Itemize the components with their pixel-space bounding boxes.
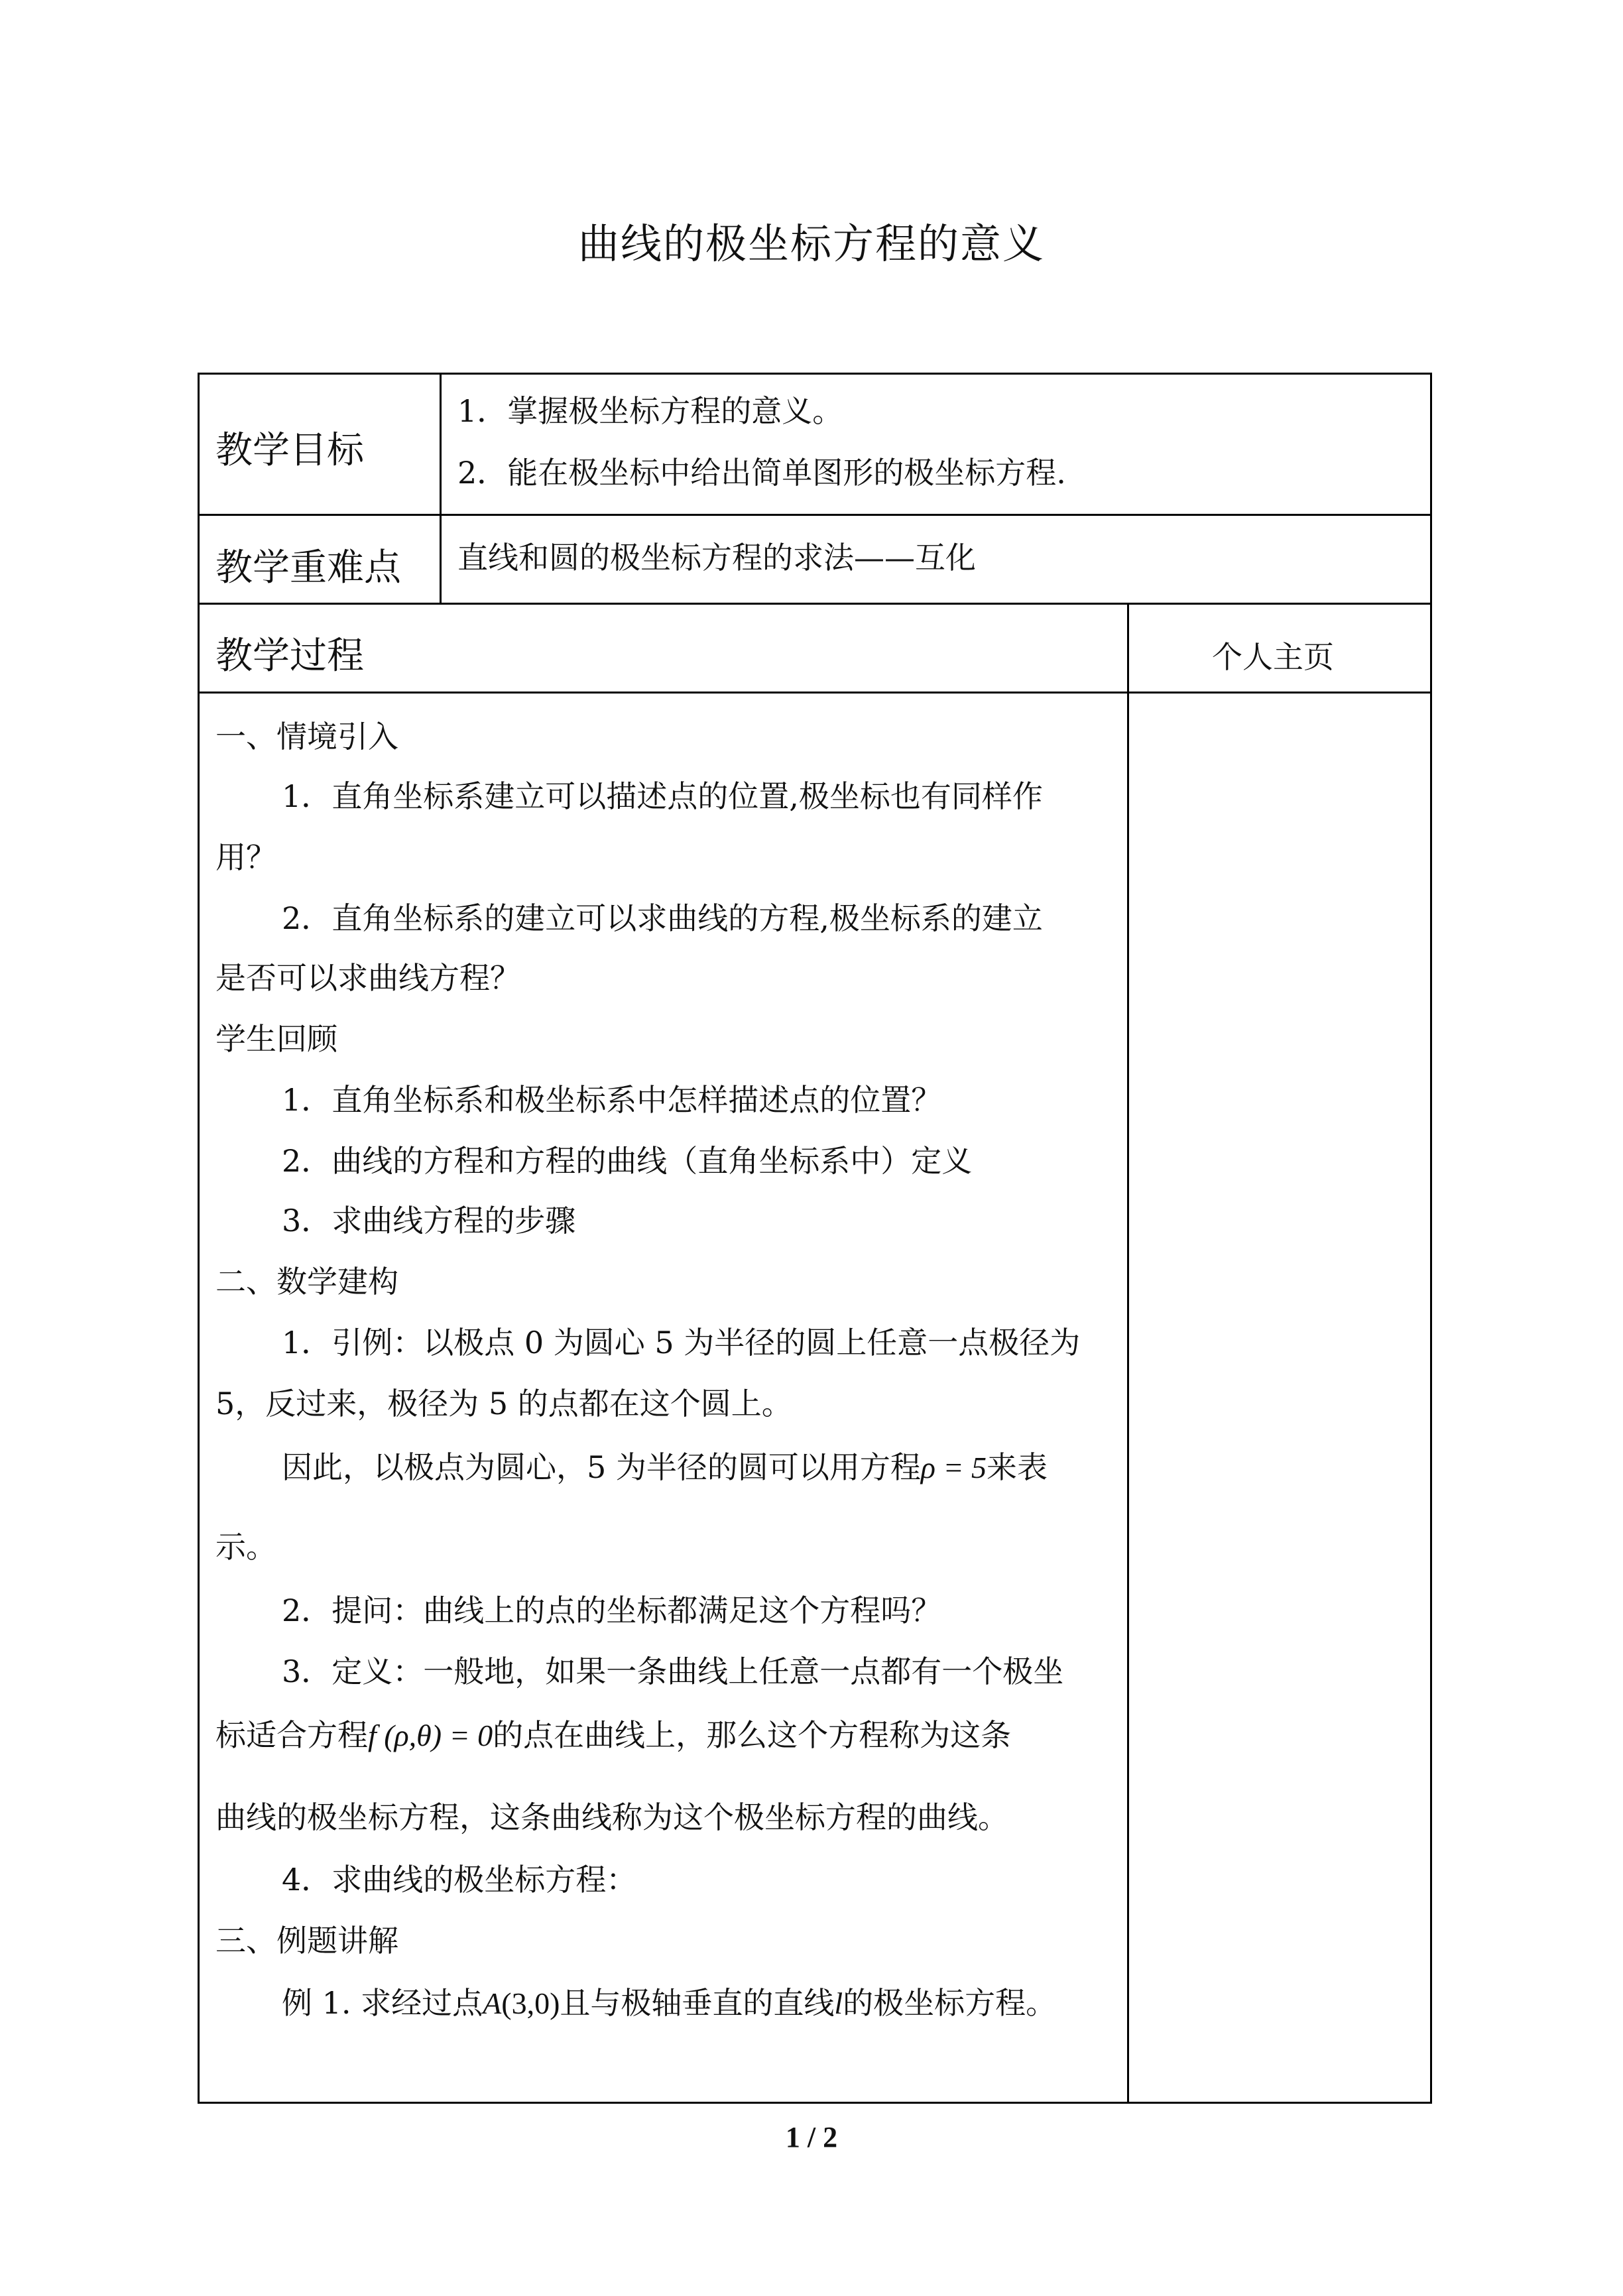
homepage-label: 个人主页 xyxy=(1212,639,1334,675)
difficulty-label: 教学重难点 xyxy=(215,546,401,589)
body-line: 2．曲线的方程和方程的曲线（直角坐标系中）定义 xyxy=(282,1143,973,1179)
page-number: 1 / 2 xyxy=(785,2121,838,2153)
body-line: 是否可以求曲线方程？ xyxy=(215,960,520,996)
body-line: 示。 xyxy=(215,1529,276,1565)
process-label: 教学过程 xyxy=(215,634,364,678)
equation-rho: ρ = 5 xyxy=(920,1451,987,1484)
difficulty-text: 直线和圆的极坐标方程的求法——互化 xyxy=(457,540,976,575)
body-line: 4．求曲线的极坐标方程： xyxy=(282,1862,637,1898)
goal-item: 1．掌握极坐标方程的意义。 xyxy=(457,393,843,429)
goal-item: 2．能在极坐标中给出简单图形的极坐标方程. xyxy=(457,455,1066,491)
body-line: 曲线的极坐标方程，这条曲线称为这个极坐标方程的曲线。 xyxy=(215,1799,1008,1835)
line-l: l xyxy=(834,1986,843,2020)
section-heading: 三、例题讲解 xyxy=(215,1923,398,1959)
document-title: 曲线的极坐标方程的意义 xyxy=(577,219,1045,268)
body-text: 且与极轴垂直的直线 xyxy=(560,1985,835,2021)
section-heading: 一、情境引入 xyxy=(215,719,398,755)
body-text: 例 1. 求经过点 xyxy=(282,1985,483,2021)
example-line xyxy=(282,1985,1057,2021)
body-text: 的极坐标方程。 xyxy=(843,1985,1057,2021)
equation-f: f (ρ,θ) = 0 xyxy=(368,1719,493,1752)
table-divider xyxy=(1127,603,1129,2104)
body-line: 2．直角坐标系的建立可以求曲线的方程,极坐标系的建立 xyxy=(282,900,1043,936)
body-text: 标适合方程 xyxy=(215,1717,368,1753)
point-a-coords: (3,0) xyxy=(501,1986,560,2020)
table-divider xyxy=(198,603,1432,605)
body-line: 3．定义：一般地，如果一条曲线上任意一点都有一个极坐 xyxy=(282,1654,1064,1689)
body-line: 1．直角坐标系和极坐标系中怎样描述点的位置？ xyxy=(282,1082,942,1118)
table-divider xyxy=(440,373,442,604)
body-line: 1．引例：以极点 0 为圆心 5 为半径的圆上任意一点极径为 xyxy=(282,1325,1081,1360)
body-line: 1．直角坐标系建立可以描述点的位置,极坐标也有同样作 xyxy=(282,778,1043,814)
body-line: 用？ xyxy=(215,839,276,875)
body-text: 的点在曲线上，那么这个方程称为这条 xyxy=(493,1717,1012,1753)
section-heading: 二、数学建构 xyxy=(215,1264,398,1299)
body-line: 2．提问：曲线上的点的坐标都满足这个方程吗？ xyxy=(282,1593,942,1628)
point-a: A xyxy=(483,1986,502,2020)
body-text: 来表 xyxy=(987,1449,1048,1485)
body-line: 3．求曲线方程的步骤 xyxy=(282,1203,576,1239)
table-divider xyxy=(198,692,1432,694)
table-divider xyxy=(198,514,1432,516)
body-line xyxy=(215,1717,1012,1753)
goals-label: 教学目标 xyxy=(215,429,364,472)
body-text: 因此，以极点为圆心，5 为半径的圆可以用方程 xyxy=(282,1449,921,1485)
section-heading: 学生回顾 xyxy=(215,1021,337,1057)
body-line xyxy=(282,1449,1048,1485)
body-line: 5，反过来，极径为 5 的点都在这个圆上。 xyxy=(215,1386,792,1421)
